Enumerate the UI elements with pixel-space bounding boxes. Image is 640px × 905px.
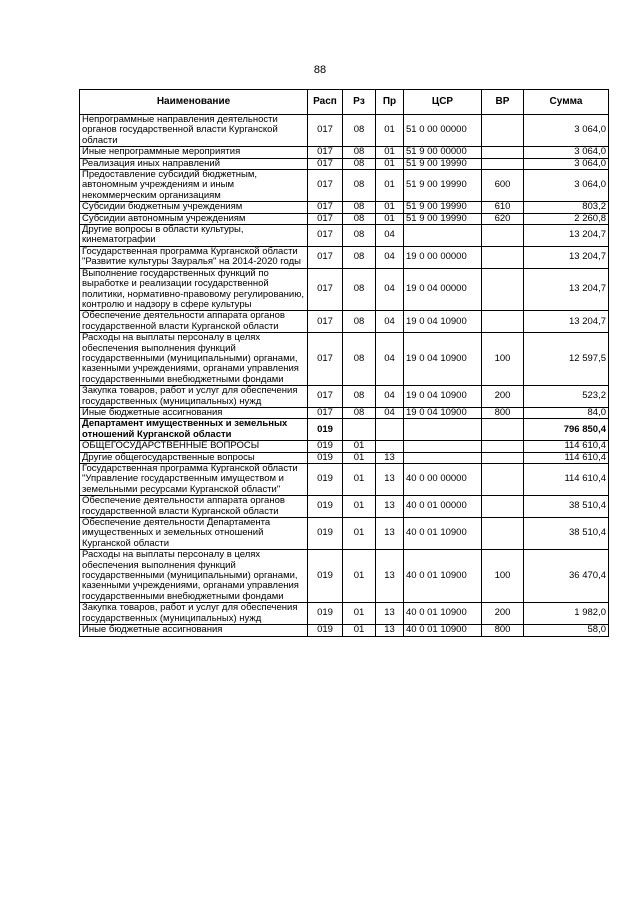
row-rasp-cell: 017: [308, 202, 343, 213]
header-name: Наименование: [80, 90, 308, 115]
table-row: [80, 268, 609, 311]
row-rz-cell: 01: [343, 550, 376, 603]
header-csr: ЦСР: [404, 90, 482, 115]
row-rasp-cell: 019: [308, 625, 343, 636]
row-vr-cell: [482, 441, 524, 452]
table-row: [80, 333, 609, 386]
row-vr-cell: [482, 452, 524, 463]
row-vr-cell: 200: [482, 603, 524, 625]
row-vr-cell: 610: [482, 202, 524, 213]
row-pr-cell: 04: [376, 268, 404, 311]
row-name-cell: Департамент имущественных и земельных отношений Курганской области: [80, 419, 308, 441]
table-row: [80, 603, 609, 625]
row-rz-cell: 01: [343, 625, 376, 636]
row-vr-cell: [482, 158, 524, 169]
header-rasp: Расп: [308, 90, 343, 115]
row-rasp-cell: 017: [308, 311, 343, 333]
row-pr-cell: 01: [376, 202, 404, 213]
row-vr-cell: 200: [482, 386, 524, 408]
row-vr-cell: 600: [482, 170, 524, 202]
header-vr: ВР: [482, 90, 524, 115]
row-csr-cell: 51 9 00 19990: [404, 213, 482, 224]
table-body: [80, 115, 609, 637]
table-row: [80, 464, 609, 496]
row-rasp-cell: 017: [308, 246, 343, 268]
row-rz-cell: 08: [343, 386, 376, 408]
row-vr-cell: 100: [482, 333, 524, 386]
row-pr-cell: 13: [376, 464, 404, 496]
row-rz-cell: 01: [343, 496, 376, 518]
row-sum-cell: 13 204,7: [524, 311, 609, 333]
row-rz-cell: 08: [343, 170, 376, 202]
row-vr-cell: 620: [482, 213, 524, 224]
row-pr-cell: 01: [376, 158, 404, 169]
row-rasp-cell: 019: [308, 550, 343, 603]
row-rasp-cell: 019: [308, 518, 343, 550]
row-name-cell: Иные бюджетные ассигнования: [80, 625, 308, 636]
row-name-cell: Выполнение государственных функций по выработке и реализации государственной политики, нормативно-правовому регулированию, контролю и надзору в сфере культуры: [80, 268, 308, 311]
row-csr-cell: 19 0 04 00000: [404, 268, 482, 311]
row-rasp-cell: 017: [308, 407, 343, 418]
row-rasp-cell: 017: [308, 170, 343, 202]
row-name-cell: Предоставление субсидий бюджетным, автономным учреждениям и иным некоммерческим организациям: [80, 170, 308, 202]
row-sum-cell: 114 610,4: [524, 464, 609, 496]
row-pr-cell: 04: [376, 311, 404, 333]
row-pr-cell: 13: [376, 603, 404, 625]
row-csr-cell: 51 9 00 19990: [404, 158, 482, 169]
row-name-cell: Обеспечение деятельности Департамента имущественных и земельных отношений Курганской области: [80, 518, 308, 550]
row-sum-cell: 13 204,7: [524, 246, 609, 268]
row-rasp-cell: 019: [308, 452, 343, 463]
row-rz-cell: 08: [343, 268, 376, 311]
table-row: [80, 202, 609, 213]
row-rasp-cell: 019: [308, 496, 343, 518]
row-pr-cell: 13: [376, 550, 404, 603]
row-name-cell: Закупка товаров, работ и услуг для обеспечения государственных (муниципальных) нужд: [80, 603, 308, 625]
row-csr-cell: 40 0 01 00000: [404, 496, 482, 518]
row-rz-cell: 01: [343, 441, 376, 452]
row-rasp-cell: 017: [308, 268, 343, 311]
row-sum-cell: 84,0: [524, 407, 609, 418]
row-rz-cell: 01: [343, 452, 376, 463]
row-sum-cell: 803,2: [524, 202, 609, 213]
row-vr-cell: [482, 147, 524, 158]
row-name-cell: Субсидии бюджетным учреждениям: [80, 202, 308, 213]
row-rasp-cell: 017: [308, 333, 343, 386]
row-rz-cell: 08: [343, 115, 376, 147]
row-vr-cell: [482, 311, 524, 333]
row-name-cell: Обеспечение деятельности аппарата органов государственной власти Курганской области: [80, 496, 308, 518]
header-sum: Сумма: [524, 90, 609, 115]
row-sum-cell: 38 510,4: [524, 496, 609, 518]
row-rasp-cell: 019: [308, 441, 343, 452]
row-vr-cell: 800: [482, 625, 524, 636]
row-sum-cell: 12 597,5: [524, 333, 609, 386]
row-name-cell: Другие общегосударственные вопросы: [80, 452, 308, 463]
row-sum-cell: 58,0: [524, 625, 609, 636]
table-row: [80, 246, 609, 268]
row-csr-cell: 19 0 04 10900: [404, 407, 482, 418]
row-pr-cell: 01: [376, 147, 404, 158]
row-name-cell: Иные бюджетные ассигнования: [80, 407, 308, 418]
row-name-cell: Непрограммные направления деятельности органов государственной власти Курганской области: [80, 115, 308, 147]
row-rasp-cell: 019: [308, 603, 343, 625]
row-rz-cell: 01: [343, 464, 376, 496]
row-name-cell: Субсидии автономным учреждениям: [80, 213, 308, 224]
row-csr-cell: 19 0 04 10900: [404, 333, 482, 386]
row-name-cell: Расходы на выплаты персоналу в целях обеспечения выполнения функций государственными (муниципальными) органами, казенными учреждениями, органами управления государственными внебюджетными фондами: [80, 333, 308, 386]
row-pr-cell: [376, 441, 404, 452]
table-row: [80, 213, 609, 224]
row-rz-cell: [343, 419, 376, 441]
row-csr-cell: [404, 452, 482, 463]
row-sum-cell: 114 610,4: [524, 452, 609, 463]
row-vr-cell: [482, 268, 524, 311]
row-sum-cell: 13 204,7: [524, 268, 609, 311]
row-pr-cell: 01: [376, 115, 404, 147]
row-rz-cell: 08: [343, 202, 376, 213]
row-sum-cell: 3 064,0: [524, 158, 609, 169]
row-csr-cell: 40 0 01 10900: [404, 625, 482, 636]
row-pr-cell: 13: [376, 518, 404, 550]
row-csr-cell: 40 0 01 10900: [404, 603, 482, 625]
row-rasp-cell: 017: [308, 225, 343, 247]
row-sum-cell: 3 064,0: [524, 147, 609, 158]
row-csr-cell: 51 9 00 19990: [404, 202, 482, 213]
row-sum-cell: 2 260,8: [524, 213, 609, 224]
row-rz-cell: 08: [343, 333, 376, 386]
row-name-cell: Государственная программа Курганской области "Управление государственным имуществом и земельными ресурсами Курганской области": [80, 464, 308, 496]
row-pr-cell: 13: [376, 496, 404, 518]
table-row: [80, 625, 609, 636]
row-name-cell: Обеспечение деятельности аппарата органов государственной власти Курганской области: [80, 311, 308, 333]
row-csr-cell: 19 0 04 10900: [404, 311, 482, 333]
row-rasp-cell: 017: [308, 158, 343, 169]
row-csr-cell: [404, 441, 482, 452]
row-sum-cell: 523,2: [524, 386, 609, 408]
table-row: [80, 550, 609, 603]
row-pr-cell: 04: [376, 225, 404, 247]
row-sum-cell: 13 204,7: [524, 225, 609, 247]
row-rz-cell: 01: [343, 518, 376, 550]
row-pr-cell: 01: [376, 213, 404, 224]
row-name-cell: ОБЩЕГОСУДАРСТВЕННЫЕ ВОПРОСЫ: [80, 441, 308, 452]
table-row: [80, 452, 609, 463]
row-pr-cell: 04: [376, 407, 404, 418]
table-row: [80, 518, 609, 550]
row-csr-cell: 51 0 00 00000: [404, 115, 482, 147]
table-row: [80, 419, 609, 441]
row-csr-cell: 19 0 00 00000: [404, 246, 482, 268]
header-rz: Рз: [343, 90, 376, 115]
row-name-cell: Реализация иных направлений: [80, 158, 308, 169]
row-vr-cell: [482, 496, 524, 518]
row-name-cell: Другие вопросы в области культуры, кинематографии: [80, 225, 308, 247]
row-vr-cell: [482, 115, 524, 147]
table-row: [80, 386, 609, 408]
row-rz-cell: 08: [343, 311, 376, 333]
row-vr-cell: 800: [482, 407, 524, 418]
row-sum-cell: 38 510,4: [524, 518, 609, 550]
row-name-cell: Иные непрограммные мероприятия: [80, 147, 308, 158]
table-row: [80, 407, 609, 418]
table-row: [80, 225, 609, 247]
table-row: [80, 441, 609, 452]
row-vr-cell: [482, 518, 524, 550]
row-csr-cell: 40 0 00 00000: [404, 464, 482, 496]
row-sum-cell: 3 064,0: [524, 115, 609, 147]
row-rasp-cell: 019: [308, 464, 343, 496]
row-pr-cell: 04: [376, 333, 404, 386]
row-name-cell: Государственная программа Курганской области "Развитие культуры Зауралья" на 2014-2020 годы: [80, 246, 308, 268]
row-pr-cell: 04: [376, 386, 404, 408]
row-rz-cell: 08: [343, 407, 376, 418]
row-csr-cell: [404, 225, 482, 247]
row-sum-cell: 796 850,4: [524, 419, 609, 441]
row-csr-cell: 19 0 04 10900: [404, 386, 482, 408]
page-number: 88: [313, 64, 327, 76]
row-csr-cell: 51 9 00 00000: [404, 147, 482, 158]
row-sum-cell: 3 064,0: [524, 170, 609, 202]
row-rz-cell: 08: [343, 246, 376, 268]
row-csr-cell: 51 9 00 19990: [404, 170, 482, 202]
row-pr-cell: 01: [376, 170, 404, 202]
row-rz-cell: 08: [343, 213, 376, 224]
row-sum-cell: 36 470,4: [524, 550, 609, 603]
row-vr-cell: 100: [482, 550, 524, 603]
row-vr-cell: [482, 246, 524, 268]
row-rasp-cell: 017: [308, 213, 343, 224]
table-row: [80, 158, 609, 169]
table-row: [80, 311, 609, 333]
row-vr-cell: [482, 464, 524, 496]
row-rasp-cell: 017: [308, 147, 343, 158]
row-pr-cell: 13: [376, 625, 404, 636]
table-header-row: [80, 90, 609, 115]
row-sum-cell: 114 610,4: [524, 441, 609, 452]
table-row: [80, 496, 609, 518]
row-rasp-cell: 017: [308, 386, 343, 408]
table-row: [80, 115, 609, 147]
budget-table: [79, 89, 609, 637]
row-rasp-cell: 019: [308, 419, 343, 441]
row-csr-cell: [404, 419, 482, 441]
row-csr-cell: 40 0 01 10900: [404, 518, 482, 550]
row-csr-cell: 40 0 01 10900: [404, 550, 482, 603]
row-name-cell: Закупка товаров, работ и услуг для обеспечения государственных (муниципальных) нужд: [80, 386, 308, 408]
header-pr: Пр: [376, 90, 404, 115]
row-vr-cell: [482, 419, 524, 441]
table-row: [80, 170, 609, 202]
row-pr-cell: [376, 419, 404, 441]
row-rz-cell: 01: [343, 603, 376, 625]
row-pr-cell: 04: [376, 246, 404, 268]
row-pr-cell: 13: [376, 452, 404, 463]
row-vr-cell: [482, 225, 524, 247]
row-rz-cell: 08: [343, 147, 376, 158]
row-rasp-cell: 017: [308, 115, 343, 147]
table-row: [80, 147, 609, 158]
row-sum-cell: 1 982,0: [524, 603, 609, 625]
row-rz-cell: 08: [343, 225, 376, 247]
row-name-cell: Расходы на выплаты персоналу в целях обеспечения выполнения функций государственными (муниципальными) органами, казенными учреждениями, органами управления государственными внебюджетными фондами: [80, 550, 308, 603]
row-rz-cell: 08: [343, 158, 376, 169]
